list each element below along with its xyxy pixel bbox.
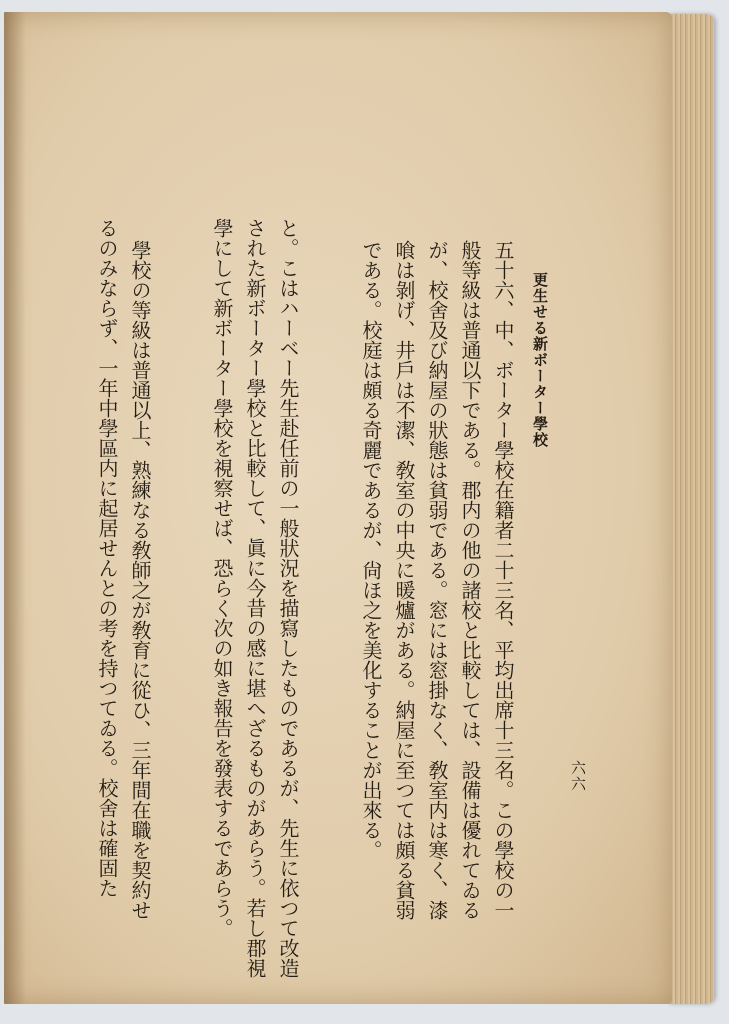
text-line: るのみならず、一年中學區内に起居せんとの考を持つてゐる。校舍は確固た [95,218,119,898]
text-line: 般等級は普通以下である。郡内の他の諸校と比較しては、設備は優れてゐる [458,240,482,920]
binding-gutter-shadow [4,12,26,1004]
text-line: と。こはハーベー先生赴任前の一般狀況を描寫したものであるが、先生に依つて改造 [276,218,300,978]
page-number: 六六 [569,760,587,792]
text-line: された新ボーター學校と比較して、眞に今昔の感に堪へざるものがあらう。若し郡視 [243,218,267,978]
text-line: 喰は剝げ、井戶は不潔、敎室の中央に暖爐がある。納屋に至つては頗る貧弱 [392,240,416,920]
text-line: が、校舍及び納屋の狀態は貧弱である。窓には窓掛なく、敎室内は寒く、漆 [425,240,449,920]
text-line: 學にして新ボーター學校を視察せば、恐らく次の如き報告を發表するであらう。 [210,218,234,938]
text-line: 五十六、中、ボーター學校在籍者二十三名、平均出席十三名。この學校の一 [491,240,515,920]
page-edge-stack [668,14,714,1004]
running-head: 更生せる新ボーター學校 [531,272,549,448]
text-line: 學校の等級は普通以上、熟練なる敎師之が敎育に從ひ、三年間在職を契約せ [128,240,152,920]
text-line: である。校庭は頗る奇麗であるが、尙ほ之を美化することが出來る。 [359,240,383,860]
